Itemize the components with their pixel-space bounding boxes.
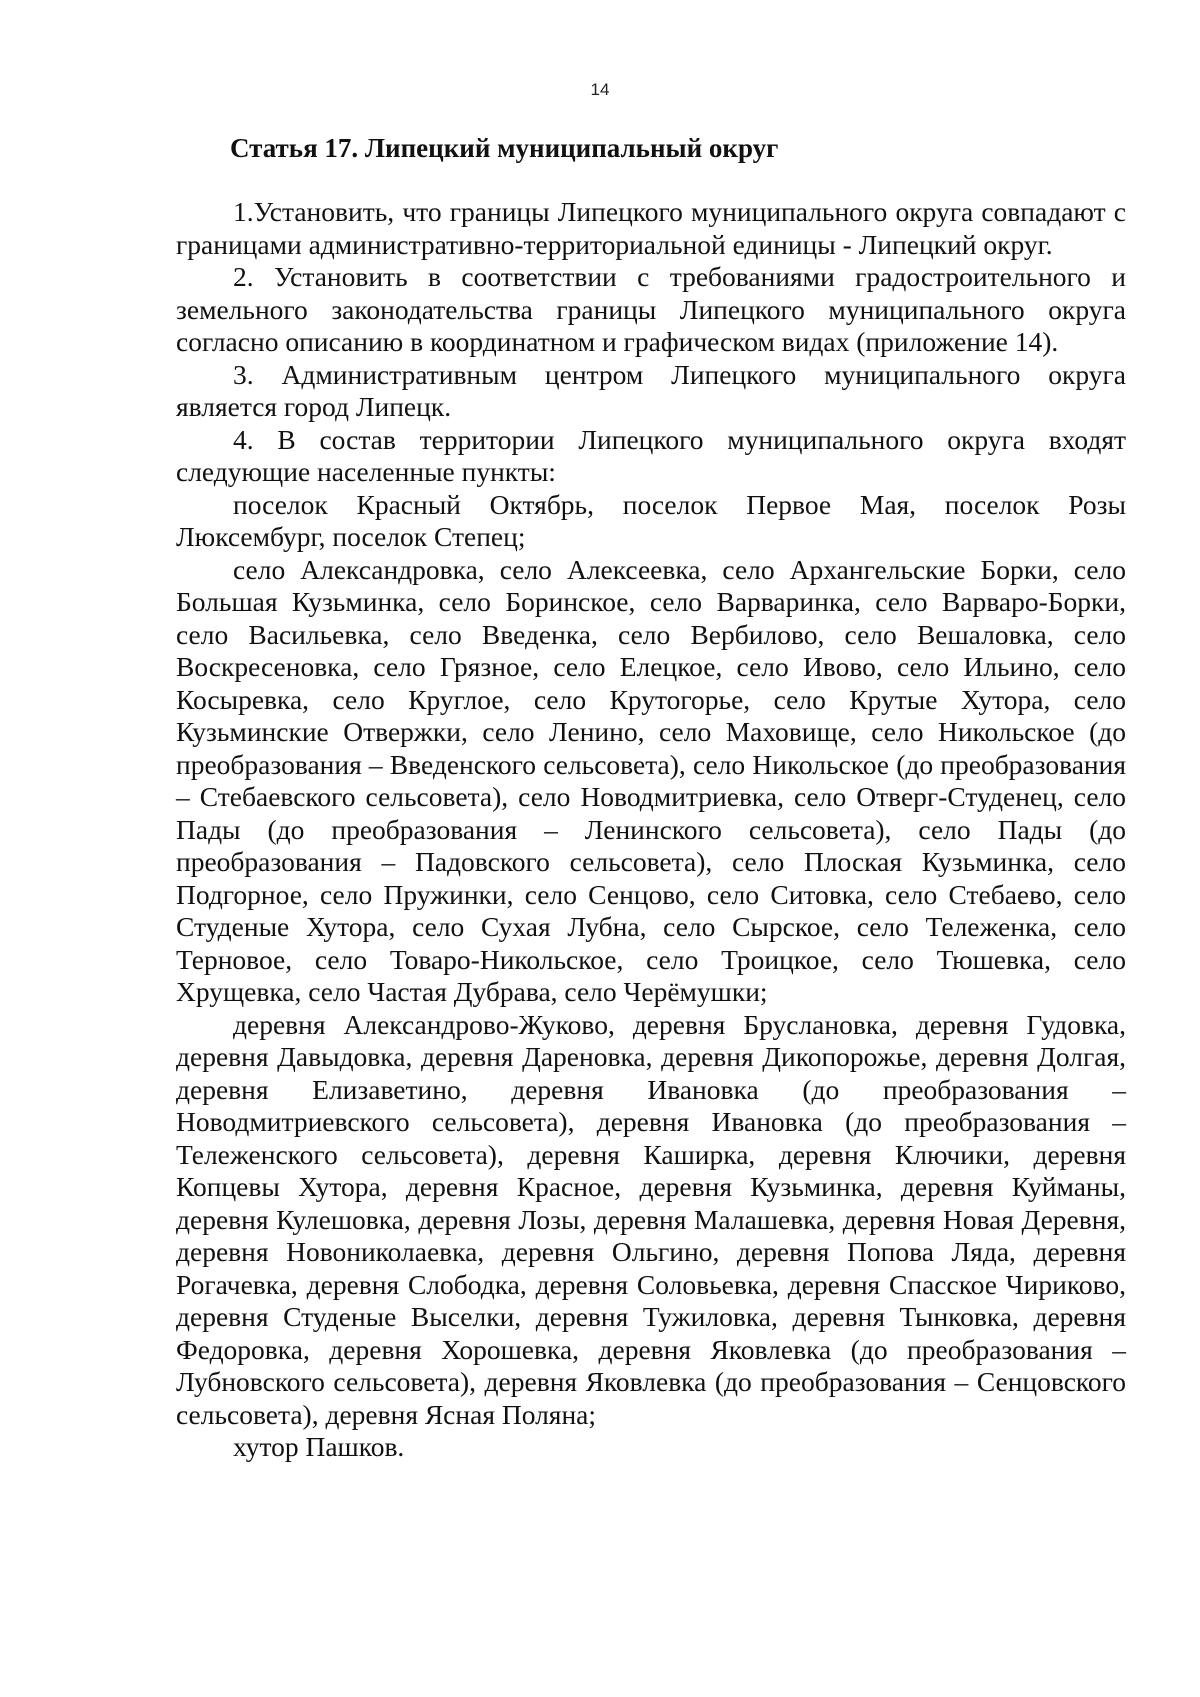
paragraph-settlements-poselok: поселок Красный Октябрь, поселок Первое Мая, поселок Розы Люксембург, поселок Степец; (176, 488, 1126, 552)
paragraph-settlements-khutor: хутор Пашков. (233, 1431, 405, 1462)
paragraph-settlements-intro: 4. В состав территории Липецкого муниципального округа входят следующие населенные пункты: (176, 423, 1126, 487)
paragraph-admin-center: 3. Административным центром Липецкого муниципального округа является город Липецк. (176, 358, 1126, 422)
article-body (176, 196, 1126, 1464)
paragraph-settlements-selo: село Александровка, село Алексеевка, село Архангельские Борки, село Большая Кузьминка, село Боринское, село Варваринка, село Варваро-Борки, село Васильевка, село Введенка, село Вербилово, село Вешаловка, село Воскресеновка, село Грязное, село Елецкое, село Ивово, село Ильино, село Косыревка, село Круглое, село Крутогорье, село Крутые Хутора, село Кузьминские Отвержки, село Ленино, село Маховище, село Никольское (до преобразования – Введенского сельсовета), село Никольское (до преобразования – Стебаевского сельсовета), село Новодмитриевка, село Отверг-Студенец, село Пады (до преобразования – Ленинского сельсовета), село Пады (до преобразования – Падовского сельсовета), село Плоская Кузьминка, село Подгорное, село Пружинки, село Сенцово, село Ситовка, село Стебаево, село Студеные Хутора, село Сухая Лубна, село Сырское, село Тележенка, село Терновое, село Товаро-Никольское, село Троицкое, село Тюшевка, село Хрущевка, село Частая Дубрава, село Черёмушки; (176, 553, 1126, 1007)
article-heading: Статья 17. Липецкий муниципальный округ (230, 133, 779, 163)
paragraph-boundaries: 1.Установить, что границы Липецкого муниципального округа совпадают с границами административно-территориальной единицы - Липецкий округ. (176, 196, 1126, 260)
paragraph-legislation: 2. Установить в соответствии с требованиями градостроительного и земельного законодательства границы Липецкого муниципального округа согласно описанию в координатном и графическом видах (приложение 14). (176, 261, 1126, 357)
page-number: 14 (590, 80, 610, 99)
paragraph-settlements-derevnya: деревня Александрово-Жуково, деревня Бруслановка, деревня Гудовка, деревня Давыдовка, деревня Дареновка, деревня Дикопорожье, деревня Долгая, деревня Елизаветино, деревня Ивановка (до преобразования – Новодмитриевского сельсовета), деревня Ивановка (до преобразования – Тележенского сельсовета), деревня Каширка, деревня Ключики, деревня Копцевы Хутора, деревня Красное, деревня Кузьминка, деревня Куйманы, деревня Кулешовка, деревня Лозы, деревня Малашевка, деревня Новая Деревня, деревня Новониколаевка, деревня Ольгино, деревня Попова Ляда, деревня Рогачевка, деревня Слободка, деревня Соловьевка, деревня Спасское Чириково, деревня Студеные Выселки, деревня Тужиловка, деревня Тынковка, деревня Федоровка, деревня Хорошевка, деревня Яковлевка (до преобразования – Лубновского сельсовета), деревня Яковлевка (до преобразования – Сенцовского сельсовета), деревня Ясная Поляна; (176, 1008, 1126, 1430)
